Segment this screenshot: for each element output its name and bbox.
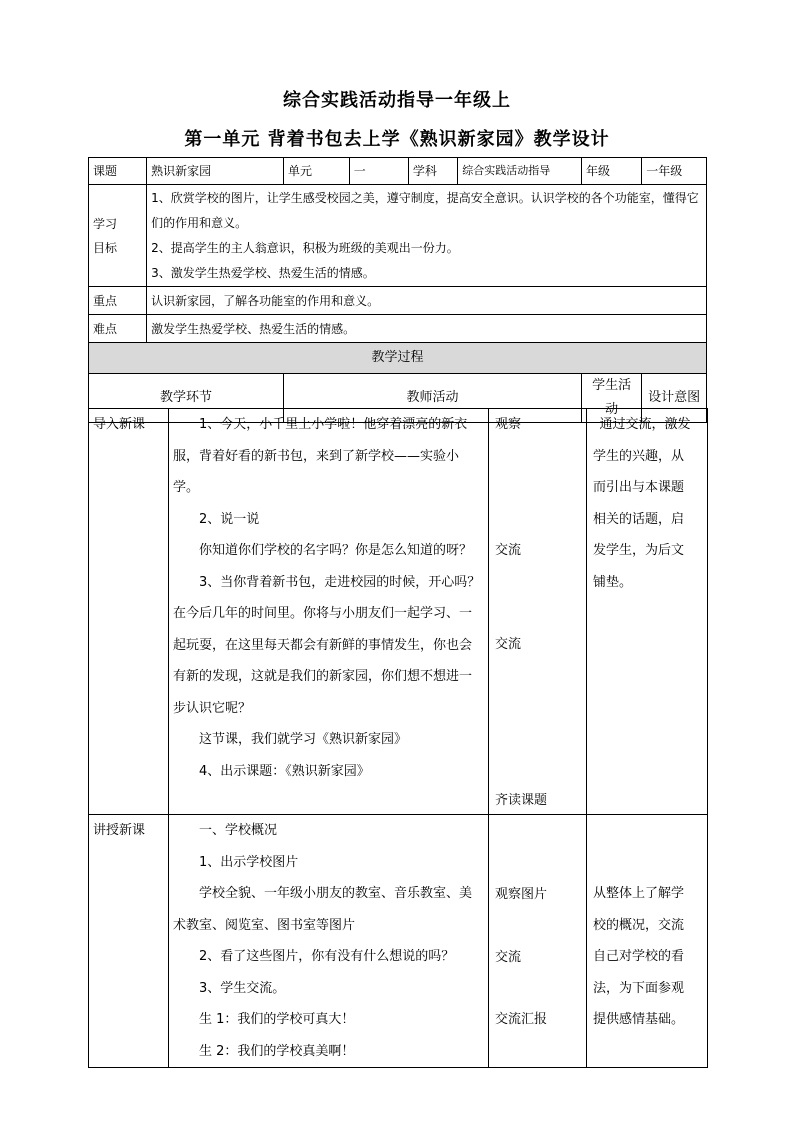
goals-label-line-2: 目标 (93, 240, 118, 255)
section-intro-intent (587, 409, 708, 815)
intro-student-3: 交流 (495, 637, 522, 652)
goals-label-line-1: 学习 (93, 216, 118, 231)
document-title: 综合实践活动指导一年级上 (283, 90, 511, 111)
intro-teacher-line-4: 3、当你背着新书包，走进校园的时候，开心吗？在今后几年的时间里。你将与小朋友们一起学习、一起玩耍，在这里每天都会有新鲜的事情发生，你也会有新的发现，这就是我们的新家园，你们想不想进一步认识它呢？ (173, 574, 481, 716)
section-teach-intent (587, 815, 708, 1068)
teach-student-2: 交流 (495, 950, 522, 965)
col-stage-text: 教学环节 (160, 390, 213, 405)
col-intent-text: 设计意图 (648, 390, 701, 405)
teach-teacher-line-4: 2、看了这些图片，你有没有什么想说的吗？ (199, 949, 455, 964)
section-teach-stage: 讲授新课 (89, 815, 169, 1068)
teach-intent-line-2: 校的概况，交流 (593, 917, 685, 933)
teach-intent-line-4: 法，为下面参观 (593, 980, 685, 996)
goals-label (89, 185, 147, 287)
key-point-label: 重点 (89, 287, 147, 315)
difficulty-text: 激发学生热爱学校、热爱生活的情感。 (147, 315, 707, 343)
process-body-table (88, 408, 708, 1068)
goal-item-1: 1、欣赏学校的图片，让学生感受校园之美，遵守制度，提高安全意识。认识学校的各个功能室，懂得它们的作用和意义。 (151, 190, 699, 230)
intro-intent-line-2: 学生的兴趣，从 (593, 448, 685, 464)
intro-teacher-line-5: 这节课，我们就学习《熟识新家园》 (199, 732, 408, 747)
section-teach-student (489, 815, 587, 1068)
topic-value: 熟识新家园 (147, 158, 284, 185)
teach-intent-line-5: 提供感情基础。 (593, 1012, 685, 1027)
teach-teacher-line-6: 生 1：我们的学校可真大！ (199, 1012, 355, 1027)
teach-teacher-line-7: 生 2：我们的学校真美啊！ (199, 1043, 355, 1059)
subject-value: 综合实践活动指导 (458, 158, 582, 185)
intro-intent-line-1: 通过交流，激发 (599, 417, 691, 432)
intro-intent-line-5: 发学生，为后文 (593, 543, 685, 558)
unit-value: 一 (349, 158, 408, 185)
teach-intent-line-1: 从整体上了解学 (593, 886, 685, 901)
intro-teacher-line-2: 2、说一说 (199, 511, 260, 527)
subject-label: 学科 (408, 158, 457, 185)
intro-teacher-line-3: 你知道你们学校的名字吗？你是怎么知道的呀？ (199, 543, 473, 558)
teach-teacher-line-3: 学校全貌、一年级小朋友的教室、音乐教室、美术教室、阅览室、图书室等图片 (173, 886, 473, 933)
intro-teacher-line-1: 1、今天，小千里上小学啦！他穿着漂亮的新衣服，背着好看的新书包，来到了新学校——实验小学。 (173, 417, 468, 495)
lesson-plan-table (88, 157, 707, 423)
process-header-row (89, 343, 707, 374)
key-point-row (89, 287, 707, 315)
teach-student-1: 观察图片 (495, 887, 548, 902)
teach-student-3: 交流汇报 (495, 1012, 548, 1027)
section-intro-student (489, 409, 587, 815)
section-intro-row (89, 409, 708, 815)
section-intro-stage: 导入新课 (89, 409, 169, 815)
difficulty-label: 难点 (89, 315, 147, 343)
key-point-text: 认识新家园，了解各功能室的作用和意义。 (147, 287, 707, 315)
difficulty-row (89, 315, 707, 343)
document-subtitle: 第一单元 背着书包去上学《熟识新家园》教学设计 (184, 129, 610, 150)
goal-item-3: 3、激发学生热爱学校、热爱生活的情感。 (151, 265, 375, 280)
teach-teacher-line-1: 一、学校概况 (199, 823, 278, 838)
intro-teacher-line-6: 4、出示课题：《熟识新家园》 (199, 763, 370, 779)
section-teach-teacher (169, 815, 489, 1068)
section-intro-teacher (169, 409, 489, 815)
intro-student-2: 交流 (495, 543, 522, 558)
goals-content (147, 185, 707, 287)
process-header: 教学过程 (89, 343, 707, 374)
teach-teacher-line-2: 1、出示学校图片 (199, 854, 299, 870)
grade-label: 年级 (582, 158, 642, 185)
info-row (89, 158, 707, 185)
teach-intent-line-3: 自己对学校的看 (593, 949, 685, 964)
topic-label: 课题 (89, 158, 147, 185)
goal-item-2: 2、提高学生的主人翁意识，积极为班级的美观出一份力。 (151, 240, 459, 255)
col-teacher-text: 教师活动 (406, 390, 459, 405)
grade-value: 一年级 (642, 158, 707, 185)
intro-student-4: 齐读课题 (495, 793, 548, 808)
intro-intent-line-4: 相关的话题，启 (593, 511, 685, 527)
teach-teacher-line-5: 3、学生交流。 (199, 980, 286, 996)
unit-label: 单元 (284, 158, 350, 185)
col-student-text: 学生活动 (592, 378, 632, 417)
intro-student-1: 观察 (495, 417, 522, 432)
intro-intent-line-3: 而引出与本课题 (593, 480, 685, 495)
section-teach-row (89, 815, 708, 1068)
intro-intent-line-6: 铺垫。 (593, 574, 633, 590)
goals-row (89, 185, 707, 287)
